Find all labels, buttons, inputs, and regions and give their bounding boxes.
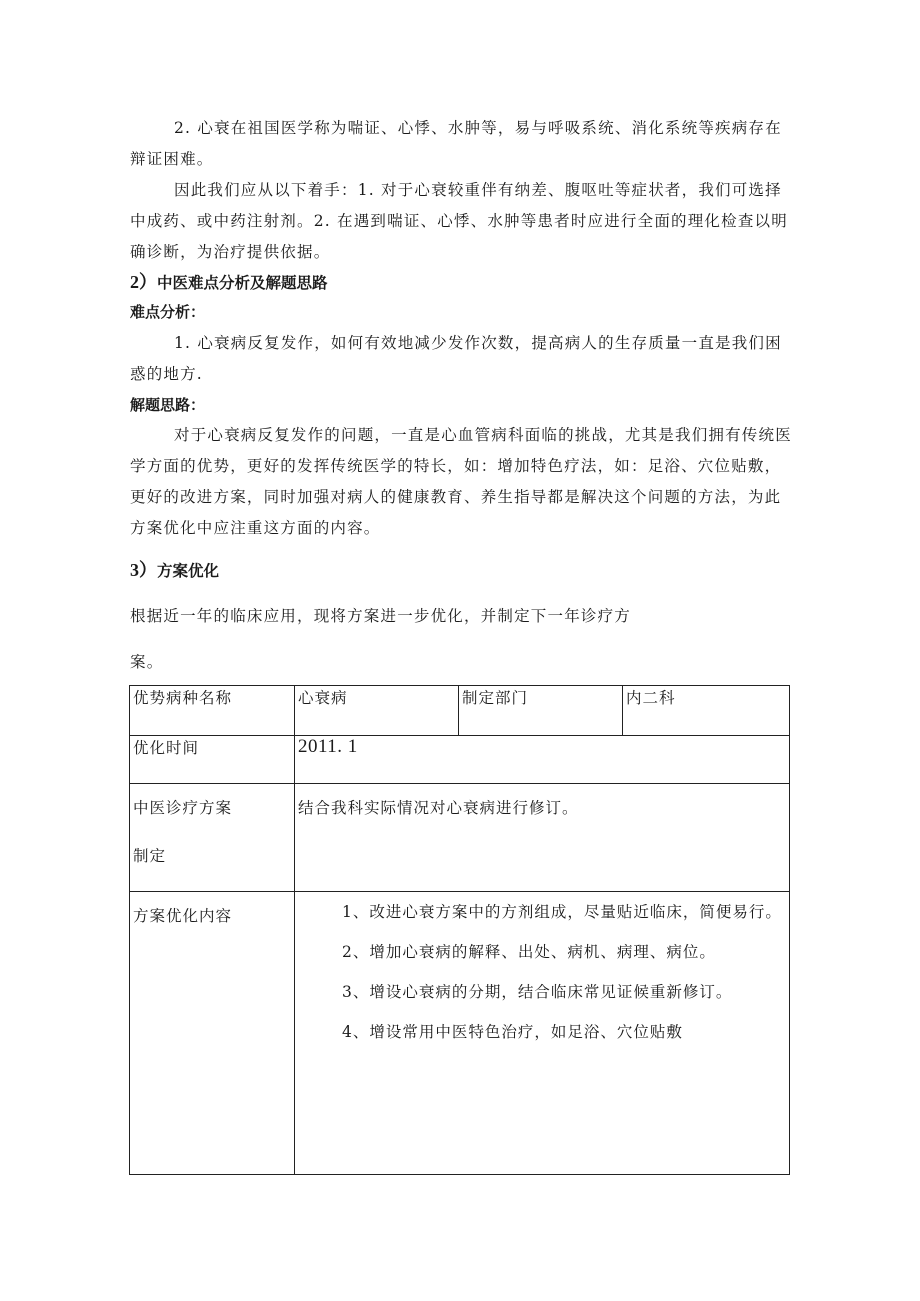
paragraph-heart-failure-tcm: 2. 心衰在祖国医学称为喘证、心悸、水肿等，易与呼吸系统、消化系统等疾病存在辩证困难。: [130, 119, 782, 168]
difficulty-text: 1. 心衰病反复发作，如何有效地减少发作次数，提高病人的生存质量一直是我们困惑的地方.: [130, 334, 782, 383]
content-label-cell: 方案优化内容: [130, 892, 295, 1175]
content-item-1: 1、改进心衰方案中的方剂组成，尽量贴近临床，简便易行。: [342, 903, 782, 921]
section-3-intro-line1: 根据近一年的临床应用，现将方案进一步优化，并制定下一年诊疗方: [130, 607, 632, 625]
section-3-heading: [130, 558, 219, 583]
plan-value-cell: 结合我科实际情况对心衰病进行修订。: [295, 784, 790, 892]
disease-value-cell: 心衰病: [295, 686, 459, 736]
approach-text: 对于心衰病反复发作的问题，一直是心血管病科面临的挑战，尤其是我们拥有传统医学方面的优势，更好的发挥传统医学的特长，如：增加特色疗法，如：足浴、穴位贴敷，更好的改进方案，同时加强对病人的健康教育、养生指导都是解决这个问题的方法，为此方案优化中应注重这方面的内容。: [130, 426, 792, 537]
dept-value-cell: 内二科: [623, 686, 790, 736]
section-2-number: 2）: [130, 272, 157, 292]
time-label-cell: 优化时间: [130, 736, 295, 784]
table-row: [130, 686, 790, 736]
approach-label: 解题思路：: [130, 396, 206, 414]
table-row: [130, 736, 790, 784]
content-item-4: 4、增设常用中医特色治疗，如足浴、穴位贴敷: [342, 1023, 683, 1041]
plan-label-cell: [130, 784, 295, 892]
section-3-title: 方案优化: [157, 562, 220, 580]
content-item-2: 2、增加心衰病的解释、出处、病机、病理、病位。: [342, 943, 716, 961]
plan-label-line2: 制定: [133, 847, 167, 865]
section-3-number: 3）: [130, 560, 157, 580]
section-2-title: 中医难点分析及解题思路: [157, 274, 328, 292]
content-item-3: 3、增设心衰病的分期，结合临床常见证候重新修订。: [342, 983, 733, 1001]
time-value-cell: 2011. 1: [295, 736, 790, 784]
disease-label-cell: 优势病种名称: [130, 686, 295, 736]
table-row: [130, 892, 790, 1175]
optimization-table: [129, 685, 790, 1175]
table-row: [130, 784, 790, 892]
plan-label-line1: 中医诊疗方案: [133, 799, 233, 817]
difficulty-label: 难点分析：: [130, 303, 206, 321]
dept-label-cell: 制定部门: [459, 686, 623, 736]
paragraph-approach: 因此我们应从以下着手：1. 对于心衰较重伴有纳差、腹呕吐等症状者，我们可选择中成药、或中药注射剂。2. 在遇到喘证、心悸、水肿等患者时应进行全面的理化检查以明确诊断，为治疗提供依据。: [130, 181, 788, 261]
section-2-heading: [130, 270, 328, 295]
section-3-intro-line2: 案。: [130, 653, 164, 671]
content-list-cell: [295, 892, 790, 1175]
